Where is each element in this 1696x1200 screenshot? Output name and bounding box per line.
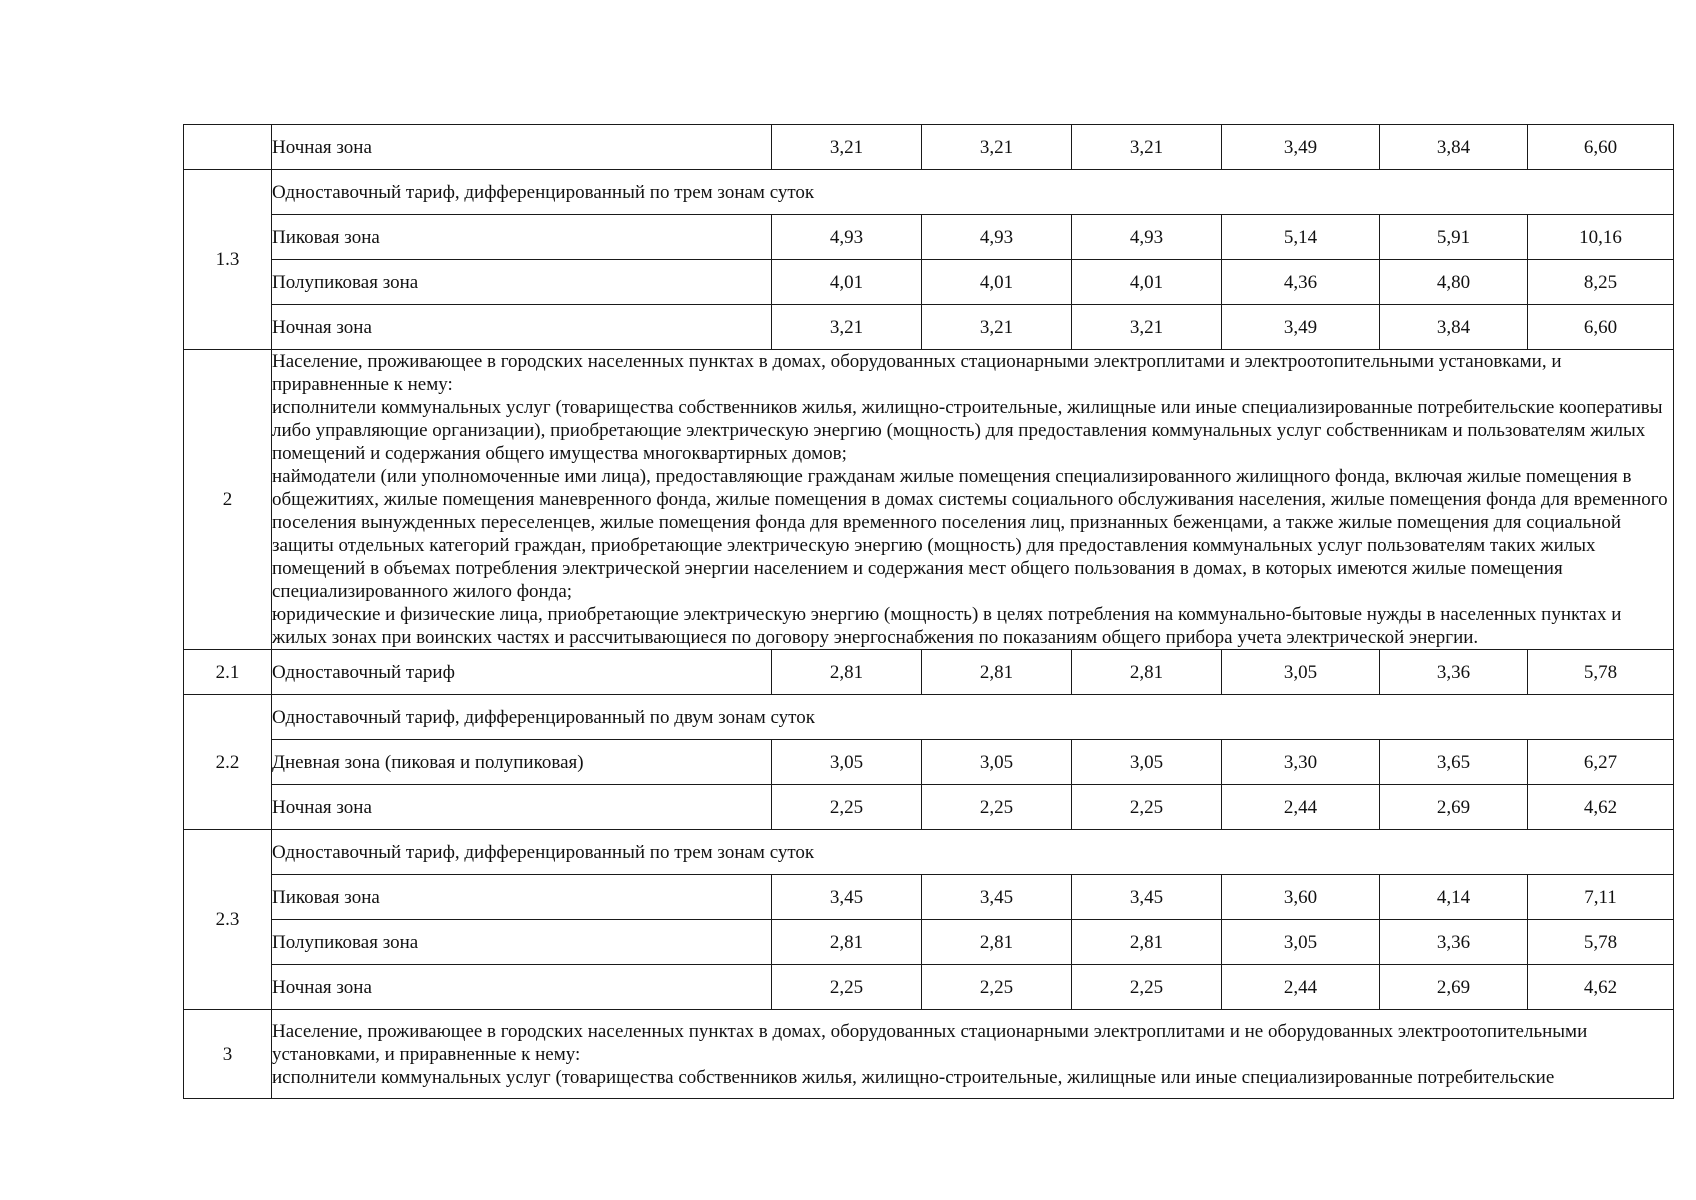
tariff-value: 2,44	[1222, 965, 1380, 1010]
zone-label: Полупиковая зона	[272, 260, 772, 305]
table-row	[184, 830, 1674, 875]
tariff-value: 4,62	[1528, 965, 1674, 1010]
tariff-value: 3,30	[1222, 740, 1380, 785]
zone-label: Ночная зона	[272, 785, 772, 830]
row-number: 2.1	[184, 650, 272, 695]
tariff-value: 2,81	[922, 920, 1072, 965]
tariff-value: 3,45	[1072, 875, 1222, 920]
tariff-value: 2,25	[922, 965, 1072, 1010]
tariff-value: 3,65	[1380, 740, 1528, 785]
category-description	[272, 350, 1674, 650]
tariff-value: 4,80	[1380, 260, 1528, 305]
tariff-value: 2,25	[772, 785, 922, 830]
tariff-value: 2,44	[1222, 785, 1380, 830]
table-row	[184, 125, 1674, 170]
tariff-value: 3,05	[1222, 920, 1380, 965]
tariff-value: 2,81	[772, 650, 922, 695]
tariff-value: 3,21	[922, 125, 1072, 170]
description-paragraph: наймодатели (или уполномоченные ими лица), предоставляющие гражданам жилые помещения специализированного жилищного фонда, включая жилые помещения в общежитиях, жилые помещения маневренного фонда, жилые помещения в домах системы социального обслуживания населения, жилые помещения фонда для временного поселения вынужденных переселенцев, жилые помещения фонда для временного поселения лиц, признанных беженцами, а также жилые помещения для социальной защиты отдельных категорий граждан, приобретающие электрическую энергию (мощность) для предоставления коммунальных услуг пользователям таких жилых помещений в объемах потребления электрической энергии населением и содержания мест общего пользования в домах, в которых имеются жилые помещения специализированного жилого фонда;	[272, 466, 1668, 602]
description-paragraph: исполнители коммунальных услуг (товарищества собственников жилья, жилищно-строительные, жилищные или иные специализированные потребительские	[272, 1066, 1555, 1088]
table-row	[184, 650, 1674, 695]
section-title: Одноставочный тариф, дифференцированный по трем зонам суток	[272, 830, 1674, 875]
tariff-value: 3,84	[1380, 305, 1528, 350]
zone-label: Ночная зона	[272, 965, 772, 1010]
tariff-value: 6,60	[1528, 305, 1674, 350]
tariff-value: 3,49	[1222, 125, 1380, 170]
tariff-value: 2,25	[1072, 965, 1222, 1010]
tariff-value: 3,36	[1380, 650, 1528, 695]
zone-label: Дневная зона (пиковая и полупиковая)	[272, 740, 772, 785]
tariff-value: 2,25	[922, 785, 1072, 830]
row-number: 2.3	[184, 830, 272, 1010]
section-title: Одноставочный тариф, дифференцированный по двум зонам суток	[272, 695, 1674, 740]
tariff-value: 3,21	[772, 125, 922, 170]
tariff-value: 2,81	[772, 920, 922, 965]
table-row	[184, 1010, 1674, 1099]
tariff-label: Одноставочный тариф	[272, 650, 772, 695]
table-row	[184, 875, 1674, 920]
tariff-value: 2,25	[772, 965, 922, 1010]
table-row	[184, 350, 1674, 650]
tariff-value: 3,05	[1222, 650, 1380, 695]
row-number: 3	[184, 1010, 272, 1099]
tariff-value: 2,69	[1380, 785, 1528, 830]
table-row	[184, 215, 1674, 260]
section-title: Одноставочный тариф, дифференцированный по трем зонам суток	[272, 170, 1674, 215]
tariff-value: 3,45	[922, 875, 1072, 920]
tariff-value: 5,91	[1380, 215, 1528, 260]
tariff-table	[183, 124, 1674, 1099]
tariff-value: 10,16	[1528, 215, 1674, 260]
table-row	[184, 965, 1674, 1010]
tariff-value: 4,14	[1380, 875, 1528, 920]
tariff-value: 2,81	[922, 650, 1072, 695]
zone-label: Пиковая зона	[272, 875, 772, 920]
row-number: 2.2	[184, 695, 272, 830]
tariff-value: 4,93	[922, 215, 1072, 260]
tariff-value: 4,36	[1222, 260, 1380, 305]
tariff-value: 2,69	[1380, 965, 1528, 1010]
zone-label: Полупиковая зона	[272, 920, 772, 965]
tariff-value: 3,21	[922, 305, 1072, 350]
table-row	[184, 920, 1674, 965]
tariff-value: 3,49	[1222, 305, 1380, 350]
table-row	[184, 170, 1674, 215]
tariff-value: 3,05	[1072, 740, 1222, 785]
row-number: 2	[184, 350, 272, 650]
tariff-value: 4,62	[1528, 785, 1674, 830]
tariff-value: 5,14	[1222, 215, 1380, 260]
tariff-value: 6,60	[1528, 125, 1674, 170]
tariff-value: 4,01	[922, 260, 1072, 305]
tariff-value: 2,25	[1072, 785, 1222, 830]
tariff-value: 7,11	[1528, 875, 1674, 920]
description-paragraph: исполнители коммунальных услуг (товарищества собственников жилья, жилищно-строительные, жилищные или иные специализированные потребительские кооперативы либо управляющие организации), приобретающие электрическую энергию (мощность) для предоставления коммунальных услуг собственникам и пользователям жилых помещений и содержания общего имущества многоквартирных домов;	[272, 397, 1663, 464]
row-number: 1.3	[184, 170, 272, 350]
description-paragraph: Население, проживающее в городских населенных пунктах в домах, оборудованных стационарными электроплитами и электроотопительными установками, и приравненные к нему:	[272, 351, 1562, 395]
tariff-value: 4,01	[772, 260, 922, 305]
category-description	[272, 1010, 1674, 1099]
tariff-value: 4,01	[1072, 260, 1222, 305]
tariff-value: 3,60	[1222, 875, 1380, 920]
tariff-value: 6,27	[1528, 740, 1674, 785]
tariff-value: 3,21	[1072, 125, 1222, 170]
zone-label: Ночная зона	[272, 125, 772, 170]
table-row	[184, 305, 1674, 350]
table-row	[184, 695, 1674, 740]
tariff-value: 3,05	[772, 740, 922, 785]
tariff-value: 3,05	[922, 740, 1072, 785]
row-number-cell	[184, 125, 272, 170]
table-row	[184, 740, 1674, 785]
zone-label: Пиковая зона	[272, 215, 772, 260]
zone-label: Ночная зона	[272, 305, 772, 350]
tariff-value: 4,93	[1072, 215, 1222, 260]
tariff-value: 3,21	[1072, 305, 1222, 350]
tariff-value: 8,25	[1528, 260, 1674, 305]
tariff-value: 4,93	[772, 215, 922, 260]
tariff-value: 2,81	[1072, 650, 1222, 695]
tariff-value: 3,21	[772, 305, 922, 350]
tariff-value: 3,45	[772, 875, 922, 920]
description-paragraph: Население, проживающее в городских населенных пунктах в домах, оборудованных стационарными электроплитами и не оборудованных электроотопительными установками, и приравненные к нему:	[272, 1020, 1588, 1065]
table-row	[184, 785, 1674, 830]
tariff-value: 2,81	[1072, 920, 1222, 965]
tariff-value: 3,36	[1380, 920, 1528, 965]
tariff-value: 3,84	[1380, 125, 1528, 170]
table-row	[184, 260, 1674, 305]
tariff-value: 5,78	[1528, 650, 1674, 695]
description-paragraph: юридические и физические лица, приобретающие электрическую энергию (мощность) в целях потребления на коммунально-бытовые нужды в населенных пунктах и жилых зонах при воинских частях и рассчитывающиеся по договору энергоснабжения по показаниям общего прибора учета электрической энергии.	[272, 604, 1622, 648]
tariff-value: 5,78	[1528, 920, 1674, 965]
